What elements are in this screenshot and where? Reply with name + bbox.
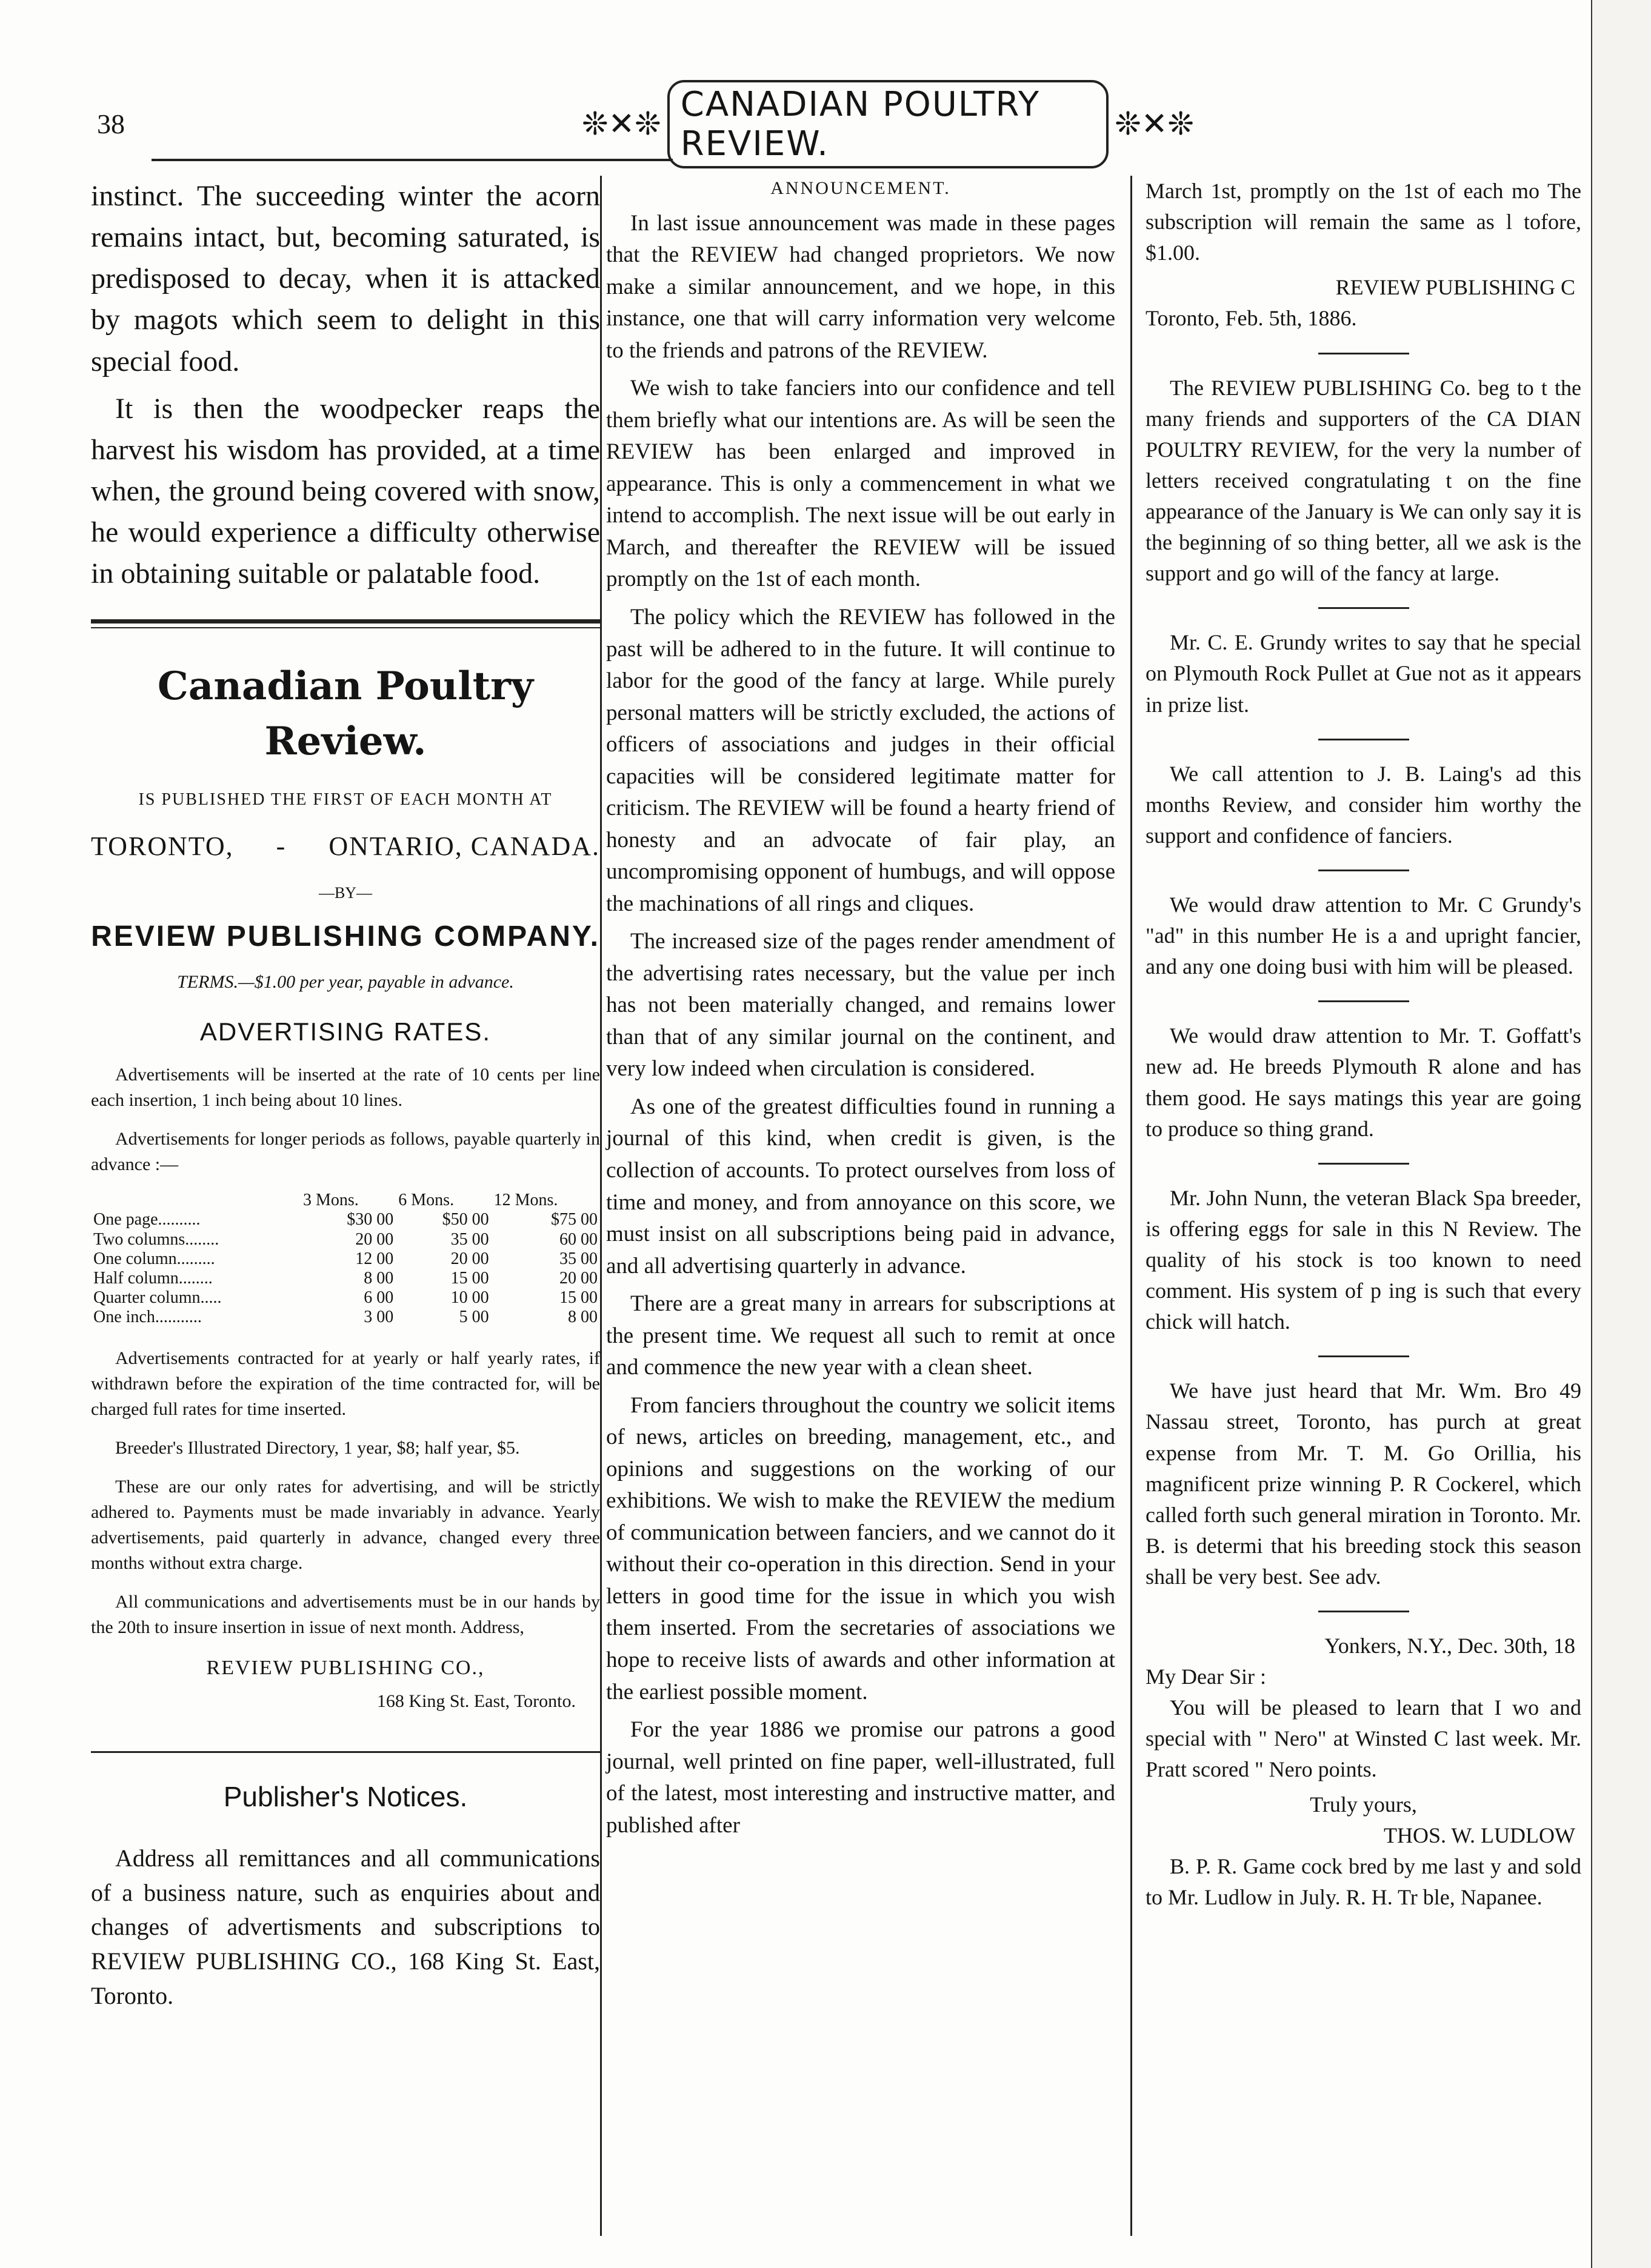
table-row bbox=[91, 1288, 600, 1308]
salutation: My Dear Sir : bbox=[1146, 1664, 1266, 1689]
paragraph: We have just heard that Mr. Wm. Bro 49 Nassau street, Toronto, has purch at great expense from Mr. T. M. Go Orillia, his magnificent prize winning P. R Cockerel, which called forth such general miration in Toronto. Mr. B. is determi that his breeding stock this season shall be very best. See adv. bbox=[1146, 1378, 1581, 1589]
advertising-heading: ADVERTISING RATES. bbox=[199, 1017, 492, 1046]
table-cell: 20 00 bbox=[450, 1249, 489, 1268]
province: ONTARIO, CANADA. bbox=[329, 831, 600, 861]
company-name: REVIEW PUBLISHING COMPANY. bbox=[91, 920, 600, 953]
table-cell: Half column........ bbox=[93, 1269, 213, 1288]
paragraph: March 1st, promptly on the 1st of each mo The subscription will remain the same as l tofore, $1.00. bbox=[1146, 179, 1581, 265]
by-line: —BY— bbox=[318, 883, 373, 902]
table-cell: 20 00 bbox=[355, 1229, 394, 1249]
table-cell: 15 00 bbox=[450, 1269, 489, 1288]
divider bbox=[1318, 353, 1409, 354]
table-cell: 60 00 bbox=[559, 1229, 598, 1249]
table-cell: One page.......... bbox=[93, 1210, 201, 1229]
paragraph: From fanciers throughout the country we solicit items of news, articles on breeding, management, etc., and opinions and suggestions on the working of our exhibitions. We wish to make the REVIEW the medium of communication between fanciers, and we cannot do it without their co-operation in this direction. Send in your letters in good time for the issue in which you wish them inserted. From the secretaries of associations we hope to receive lists of awards and other information at the earliest possible moment. bbox=[606, 1392, 1115, 1704]
table-cell: 35 00 bbox=[559, 1249, 598, 1268]
table-cell: 8 00 bbox=[568, 1308, 598, 1327]
paragraph: Advertisements for longer periods as follows, payable quarterly in advance :— bbox=[91, 1129, 600, 1175]
table-row bbox=[91, 1308, 600, 1327]
paragraph: We would draw attention to Mr. T. Goffatt's new ad. He breeds Plymouth R alone and has them good. He says matings this year are going to produce so thing grand. bbox=[1146, 1023, 1581, 1141]
paragraph: The increased size of the pages render amendment of the advertising rates necessary, but the value per inch has not been materially changed, and remains lower than that of any similar journal on the continent, and very low indeed when circulation is considered. bbox=[606, 929, 1115, 1082]
published-line: IS PUBLISHED THE FIRST OF EACH MONTH AT bbox=[138, 790, 553, 809]
paragraph: instinct. The succeeding winter the acorn remains intact, but, becoming saturated, is predisposed to decay, when it is attacked by magots which seem to delight in this special food. bbox=[91, 180, 600, 377]
column-left bbox=[91, 176, 600, 2020]
paragraph: B. P. R. Game cock bred by me last y and sold to Mr. Ludlow in July. R. H. Tr ble, Napanee. bbox=[1146, 1854, 1581, 1909]
notices-heading: Publisher's Notices. bbox=[223, 1781, 468, 1813]
table-cell: One column......... bbox=[93, 1249, 215, 1268]
column-middle bbox=[594, 176, 1127, 1847]
page-number: 38 bbox=[97, 108, 125, 139]
table-header: 3 Mons. bbox=[302, 1191, 359, 1210]
paragraph: These are our only rates for advertising, and will be strictly adhered to. Payments must be made invariably in advance. Yearly advertisements, paid quarterly in advance, changed every three months without extra charge. bbox=[91, 1476, 600, 1573]
paragraph: You will be pleased to learn that I wo and special with " Nero" at Winsted C last week. Mr. Pratt scored " Nero points. bbox=[1146, 1695, 1581, 1782]
table-header: 6 Mons. bbox=[398, 1191, 455, 1210]
column-right bbox=[1133, 176, 1591, 1917]
divider bbox=[1318, 1355, 1409, 1357]
table-cell: $50 00 bbox=[442, 1210, 489, 1229]
table-cell: 10 00 bbox=[450, 1288, 489, 1308]
table-row bbox=[91, 1249, 600, 1269]
table-cell: 8 00 bbox=[364, 1269, 394, 1288]
terms: TERMS.—$1.00 per year, payable in advance. bbox=[177, 972, 514, 993]
paragraph: Breeder's Illustrated Directory, 1 year, $8; half year, $5. bbox=[115, 1437, 520, 1458]
divider bbox=[1318, 1163, 1409, 1165]
divider bbox=[1318, 870, 1409, 871]
city: TORONTO, bbox=[91, 831, 234, 861]
header-rule bbox=[152, 159, 673, 161]
address-name: REVIEW PUBLISHING CO., bbox=[206, 1656, 485, 1679]
paragraph: For the year 1886 we promise our patrons a good journal, well printed on fine paper, well-illustrated, full of the latest, most interesting and instructive matter, and published after bbox=[606, 1717, 1115, 1838]
table-header-row bbox=[91, 1191, 600, 1210]
paragraph: Mr. C. E. Grundy writes to say that he special on Plymouth Rock Pullet at Gue not as it appears in prize list. bbox=[1146, 630, 1581, 717]
announcement-heading: ANNOUNCEMENT. bbox=[770, 178, 951, 198]
paragraph: Mr. John Nunn, the veteran Black Spa breeder, is offering eggs for sale in this N Review. The quality of his stock is too known to need comment. His system of p ing is such that every chick will hatch. bbox=[1146, 1185, 1581, 1334]
table-header: 12 Mons. bbox=[493, 1191, 558, 1210]
paragraph: In last issue announcement was made in these pages that the REVIEW had changed proprietors. We now make a similar announcement, and we hope, in this instance, one that will carry information very welcome to the friends and patrons of the REVIEW. bbox=[606, 210, 1115, 363]
paragraph: Address all remittances and all communications of a business nature, such as enquiries about and changes of advertisments and subscriptions to REVIEW PUBLISHING CO., 168 King St. East, Toronto. bbox=[91, 1844, 600, 2010]
table-cell: Quarter column..... bbox=[93, 1288, 222, 1308]
rates-table bbox=[91, 1191, 600, 1327]
table-cell: $75 00 bbox=[551, 1210, 598, 1229]
masthead bbox=[576, 85, 1200, 164]
paragraph: We call attention to J. B. Laing's ad this months Review, and consider him worthy the support and confidence of fanciers. bbox=[1146, 761, 1581, 848]
divider bbox=[1318, 739, 1409, 740]
ornament-right-icon: ❊✕❊ bbox=[1115, 107, 1194, 142]
divider bbox=[1318, 1000, 1409, 1002]
table-cell: 5 00 bbox=[459, 1308, 489, 1327]
table-row bbox=[91, 1269, 600, 1288]
signer: THOS. W. LUDLOW bbox=[1384, 1823, 1575, 1847]
paragraph: It is then the woodpecker reaps the harvest his wisdom has provided, at a time when, the ground being covered with snow, he would experience a difficulty otherwise in obtaining suitable or palatable food. bbox=[91, 392, 600, 590]
paragraph: We wish to take fanciers into our confidence and tell them briefly what our intentions are. As will be seen the REVIEW has been enlarged and improved in appearance. This is only a commencement in what we intend to accomplish. The next issue will be out early in March, and thereafter the REVIEW will be issued promptly on the 1st of each month. bbox=[606, 376, 1115, 592]
table-cell: One inch........... bbox=[93, 1308, 202, 1327]
table-cell: 12 00 bbox=[355, 1249, 394, 1268]
review-title: Canadian Poultry Review. bbox=[157, 663, 534, 765]
divider bbox=[91, 619, 600, 628]
dateline: Toronto, Feb. 5th, 1886. bbox=[1146, 306, 1357, 331]
paragraph: There are a great many in arrears for subscriptions at the present time. We request all such to remit at once and commence the new year with a clean sheet. bbox=[606, 1291, 1115, 1380]
divider bbox=[1318, 1611, 1409, 1612]
paragraph: Advertisements will be inserted at the rate of 10 cents per line each insertion, 1 inch being about 10 lines. bbox=[91, 1065, 600, 1111]
table-cell: Two columns........ bbox=[93, 1229, 219, 1249]
paragraph: The REVIEW PUBLISHING Co. beg to t the many friends and supporters of the CA DIAN POULTRY REVIEW, for the very la number of letters received congratulating t on the fine appearance of the January is We can only say it is the beginning of so thing better, all we ask is the support and go will of the fancy at large. bbox=[1146, 375, 1581, 586]
masthead-title: CANADIAN POULTRY REVIEW. bbox=[667, 80, 1109, 168]
divider bbox=[1318, 607, 1409, 609]
paragraph: Advertisements contracted for at yearly or half yearly rates, if withdrawn before the expiration of the time contracted for, will be charged full rates for time inserted. bbox=[91, 1348, 600, 1419]
table-cell: 3 00 bbox=[364, 1308, 394, 1327]
adjacent-page-edge bbox=[1591, 0, 1651, 2268]
table-cell: 6 00 bbox=[364, 1288, 394, 1308]
closing: Truly yours, bbox=[1310, 1792, 1417, 1817]
ornament-left-icon: ❊✕❊ bbox=[582, 107, 661, 142]
table-cell: 35 00 bbox=[450, 1229, 489, 1249]
divider bbox=[91, 1751, 600, 1753]
table-cell: 15 00 bbox=[559, 1288, 598, 1308]
paragraph: The policy which the REVIEW has followed in the past will be adhered to in the future. It will continue to labor for the good of the fancy at large. While purely personal matters will be strictly excluded, the actions of officers of associations and judges in their official capacities will be considered legitimate matter for criticism. The REVIEW will be found a hearty friend of honesty and an advocate of fair play, an uncompromising opponent of humbugs, and will oppose the machinations of all rings and cliques. bbox=[606, 604, 1115, 916]
paragraph: As one of the greatest difficulties found in running a journal of this kind, when credit is given, is the collection of accounts. To protect ourselves from loss of time and money, and from annoyance on this score, we must insist on all subscriptions being paid in advance, and all advertising quarterly in advance. bbox=[606, 1094, 1115, 1279]
table-header bbox=[91, 1191, 301, 1210]
letter-date: Yonkers, N.Y., Dec. 30th, 18 bbox=[1324, 1634, 1575, 1658]
dash: - bbox=[276, 831, 287, 861]
table-cell: $30 00 bbox=[347, 1210, 394, 1229]
address-street: 168 King St. East, Toronto. bbox=[376, 1691, 576, 1712]
table-row bbox=[91, 1210, 600, 1229]
paragraph: We would draw attention to Mr. C Grundy's "ad" in this number He is a and upright fancier, and any one doing busi with him will be pleased. bbox=[1146, 892, 1581, 979]
paragraph: All communications and advertisements must be in our hands by the 20th to insure insertion in issue of next month. Address, bbox=[91, 1591, 600, 1637]
location-line bbox=[91, 828, 600, 866]
signature: REVIEW PUBLISHING C bbox=[1335, 275, 1575, 300]
table-row bbox=[91, 1230, 600, 1249]
column-divider bbox=[1130, 176, 1132, 2236]
table-cell: 20 00 bbox=[559, 1269, 598, 1288]
